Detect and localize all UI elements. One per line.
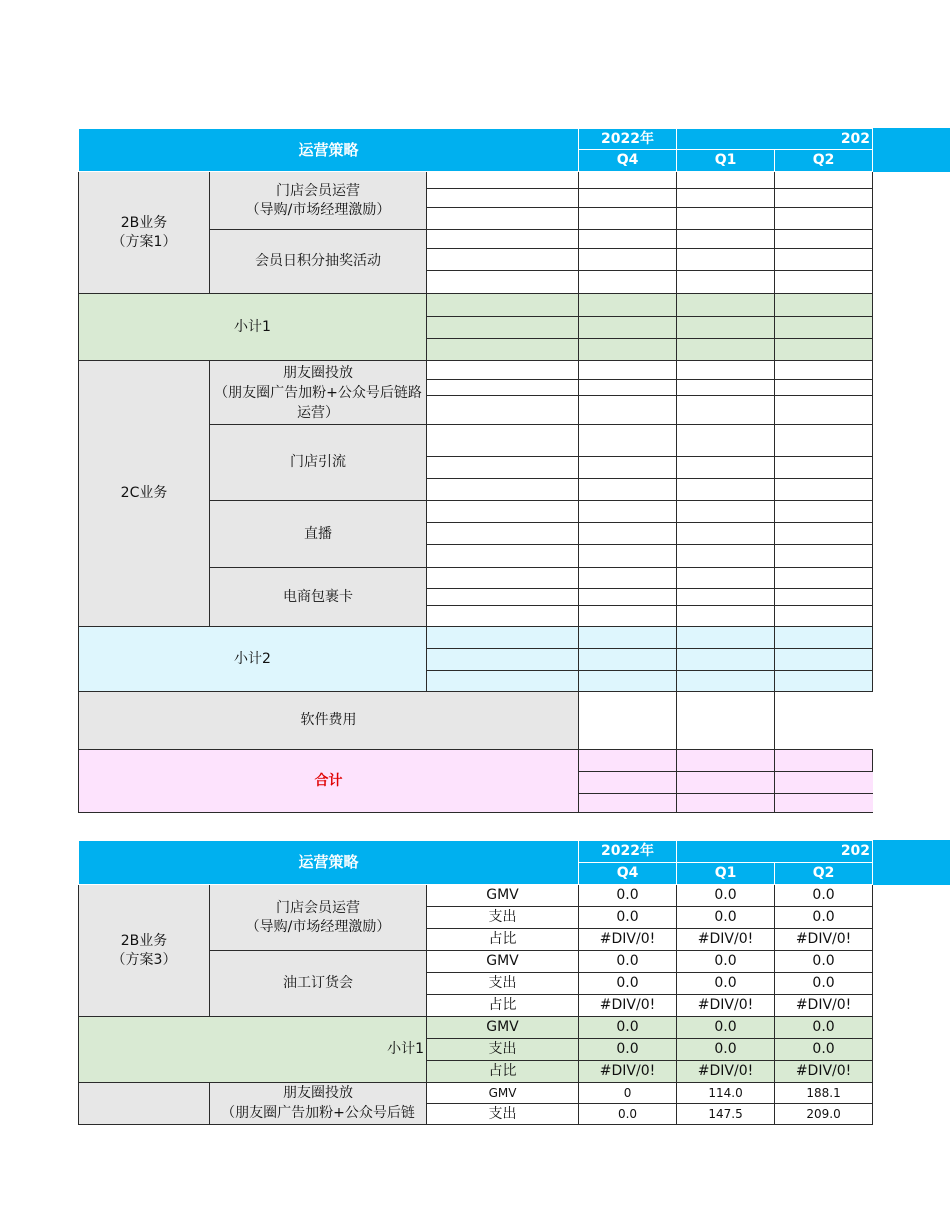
cell [775,589,873,606]
total-label: 合计 [79,750,579,813]
metric-label: 支出 [427,1104,579,1125]
cell [677,172,775,189]
cell [775,568,873,589]
cell [775,692,873,750]
header-overflow-strip [871,840,950,885]
subtotal1-label: 小计1 [79,294,427,361]
cell [677,692,775,750]
cell [775,772,873,794]
cell [775,794,873,813]
cell [579,671,677,692]
cell [775,208,873,230]
cell [677,294,775,317]
group-2b-label: 2B业务 （方案1） [79,172,210,294]
cell [775,230,873,249]
cell [775,501,873,523]
metric-label: 支出 [427,1039,579,1061]
year-2022-header: 2022年 [579,129,677,150]
cell [775,545,873,568]
cell [427,479,579,501]
cell [579,271,677,294]
value-q1: 147.5 [677,1104,775,1125]
metric-label: 占比 [427,1061,579,1083]
subtotal1-label: 小计1 [79,1017,427,1083]
cell [677,361,775,380]
cell [677,479,775,501]
cell [579,425,677,457]
metric-label: GMV [427,951,579,973]
cell [775,479,873,501]
cell [579,627,677,649]
cell [677,589,775,606]
cell [677,189,775,208]
cell [427,606,579,627]
header-overflow-strip [871,128,950,172]
value-q4: #DIV/0! [579,1061,677,1083]
quarter-header-q4: Q4 [579,150,677,172]
value-q1: 0.0 [677,907,775,929]
cell [579,589,677,606]
cell [775,396,873,425]
cell [427,189,579,208]
cell [427,425,579,457]
cell [775,425,873,457]
value-q4: 0 [579,1083,677,1104]
quarter-header-q4: Q4 [579,863,677,885]
value-q4: 0.0 [579,885,677,907]
ecom-card-label: 电商包裹卡 [210,568,427,627]
cell [427,589,579,606]
cell [775,380,873,396]
cell [677,425,775,457]
cell [677,568,775,589]
cell [775,189,873,208]
cell [775,317,873,339]
cell [579,501,677,523]
cell [775,457,873,479]
cell [677,208,775,230]
cell [775,361,873,380]
moments-ads-label: 朋友圈投放 （朋友圈广告加粉+公众号后链路运营） [210,361,427,425]
cell [775,339,873,361]
value-q4: #DIV/0! [579,995,677,1017]
cell [677,317,775,339]
cell [775,271,873,294]
value-q2: #DIV/0! [775,995,873,1017]
cell [677,523,775,545]
metric-label: 占比 [427,929,579,951]
cell [427,523,579,545]
cell [427,271,579,294]
oil-order-label: 油工订货会 [210,951,427,1017]
subtotal2-label: 小计2 [79,627,427,692]
cell [427,545,579,568]
moments-ads-label: 朋友圈投放 （朋友圈广告加粉+公众号后链 [210,1083,427,1125]
value-q2: #DIV/0! [775,929,873,951]
cell [775,671,873,692]
cell [427,671,579,692]
cell [427,568,579,589]
cell [427,339,579,361]
cell [677,249,775,271]
value-q1: 114.0 [677,1083,775,1104]
year-next-header: 202 [677,129,873,150]
quarter-header-q1: Q1 [677,863,775,885]
store-member-label: 门店会员运营 （导购/市场经理激励） [210,172,427,230]
cell [427,380,579,396]
cell [677,772,775,794]
cell [579,189,677,208]
value-q2: 0.0 [775,951,873,973]
cell [579,294,677,317]
quarter-header-q1: Q1 [677,150,775,172]
cell [677,627,775,649]
group-2c-label: 2C业务 [79,361,210,627]
strategy-table-2 [78,840,873,1125]
table-title: 运营策略 [79,841,579,885]
cell [775,172,873,189]
metric-label: GMV [427,1017,579,1039]
live-stream-label: 直播 [210,501,427,568]
cell [427,230,579,249]
cell [579,606,677,627]
value-q4: 0.0 [579,951,677,973]
cell [677,671,775,692]
cell [579,523,677,545]
value-q2: 188.1 [775,1083,873,1104]
value-q4: 0.0 [579,1017,677,1039]
cell [677,271,775,294]
cell [427,501,579,523]
cell [427,208,579,230]
cell [677,750,775,772]
cell [579,750,677,772]
cell [579,545,677,568]
cell [579,794,677,813]
value-q2: 0.0 [775,1017,873,1039]
cell [775,606,873,627]
cell [427,172,579,189]
cell [579,230,677,249]
cell [775,627,873,649]
cell [579,649,677,671]
value-q2: 209.0 [775,1104,873,1125]
store-traffic-label: 门店引流 [210,425,427,501]
value-q2: #DIV/0! [775,1061,873,1083]
points-lottery-label: 会员日积分抽奖活动 [210,230,427,294]
value-q1: 0.0 [677,951,775,973]
value-q4: 0.0 [579,1039,677,1061]
value-q2: 0.0 [775,1039,873,1061]
cell [427,317,579,339]
metric-label: GMV [427,885,579,907]
cell [775,294,873,317]
value-q1: 0.0 [677,1039,775,1061]
value-q1: #DIV/0! [677,929,775,951]
cell [427,396,579,425]
cell [579,479,677,501]
cell [775,750,873,772]
value-q2: 0.0 [775,973,873,995]
cell [677,396,775,425]
value-q4: 0.0 [579,1104,677,1125]
cell [677,606,775,627]
value-q1: 0.0 [677,1017,775,1039]
cell [677,339,775,361]
year-next-header: 202 [677,841,873,863]
value-q2: 0.0 [775,885,873,907]
value-q2: 0.0 [775,907,873,929]
cell [579,380,677,396]
cell [427,649,579,671]
value-q1: #DIV/0! [677,1061,775,1083]
metric-label: 支出 [427,973,579,995]
quarter-header-q2: Q2 [775,150,873,172]
cell [579,361,677,380]
cell [427,457,579,479]
year-2022-header: 2022年 [579,841,677,863]
metric-label: 支出 [427,907,579,929]
cell [775,649,873,671]
cell [579,772,677,794]
cell [427,249,579,271]
cell [579,172,677,189]
software-fee-label: 软件费用 [79,692,579,750]
cell [427,627,579,649]
group-2b-label: 2B业务 （方案3） [79,885,210,1017]
table-title: 运营策略 [79,129,579,172]
cell [677,380,775,396]
metric-label: GMV [427,1083,579,1104]
cell [579,249,677,271]
value-q4: 0.0 [579,907,677,929]
cell [579,339,677,361]
value-q1: 0.0 [677,973,775,995]
cell [677,457,775,479]
cell [677,230,775,249]
value-q4: #DIV/0! [579,929,677,951]
group-2c-label [79,1083,210,1125]
store-member-label: 门店会员运营 （导购/市场经理激励） [210,885,427,951]
cell [677,794,775,813]
quarter-header-q2: Q2 [775,863,873,885]
cell [427,294,579,317]
value-q1: #DIV/0! [677,995,775,1017]
metric-label: 占比 [427,995,579,1017]
cell [579,317,677,339]
cell [775,249,873,271]
strategy-table-1 [78,128,873,813]
cell [579,568,677,589]
cell [677,649,775,671]
value-q4: 0.0 [579,973,677,995]
value-q1: 0.0 [677,885,775,907]
cell [579,457,677,479]
cell [579,208,677,230]
cell [677,545,775,568]
cell [579,396,677,425]
cell [677,501,775,523]
cell [775,523,873,545]
cell [427,361,579,380]
cell [579,692,677,750]
